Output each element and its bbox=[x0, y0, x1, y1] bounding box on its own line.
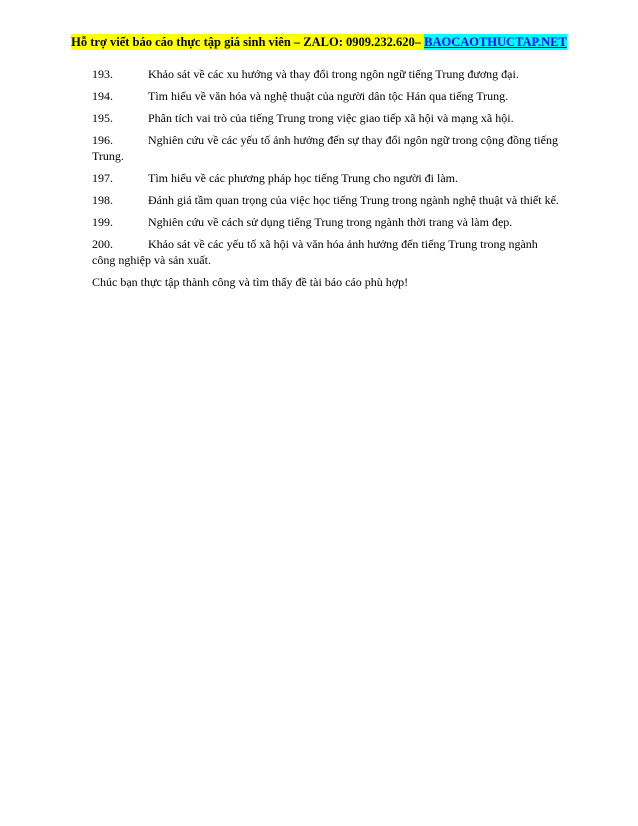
item-number: 193. bbox=[92, 67, 113, 81]
list-item bbox=[92, 192, 562, 208]
header-site-link[interactable]: BAOCAOTHUCTAP.NET bbox=[424, 35, 567, 49]
list-item bbox=[92, 214, 562, 230]
page-header bbox=[0, 34, 638, 50]
topic-list bbox=[92, 66, 562, 290]
header-phone: 0909.232.620 bbox=[345, 35, 415, 49]
item-number: 195. bbox=[92, 111, 113, 125]
header-title: Hỗ trợ viết báo cáo thực tập giá sinh viên – ZALO: bbox=[71, 35, 346, 49]
item-text: Khảo sát về các xu hướng và thay đổi trong ngôn ngữ tiếng Trung đương đại. bbox=[148, 67, 519, 81]
item-text: Đánh giá tầm quan trọng của việc học tiếng Trung trong ngành nghệ thuật và thiết kế. bbox=[148, 193, 559, 207]
item-number: 196. bbox=[92, 133, 113, 147]
list-item bbox=[92, 170, 562, 186]
item-number: 200. bbox=[92, 237, 113, 251]
item-text: Nghiên cứu về cách sử dụng tiếng Trung trong ngành thời trang và làm đẹp. bbox=[148, 215, 513, 229]
list-item bbox=[92, 88, 562, 104]
item-number: 199. bbox=[92, 215, 113, 229]
item-text: Khảo sát về các yếu tố xã hội và văn hóa ảnh hưởng đến tiếng Trung trong ngành công nghiệp và sản xuất. bbox=[92, 237, 538, 267]
item-text: Nghiên cứu về các yếu tố ảnh hưởng đến sự thay đổi ngôn ngữ trong cộng đồng tiếng Trung. bbox=[92, 133, 558, 163]
item-number: 194. bbox=[92, 89, 113, 103]
item-text: Tìm hiểu về văn hóa và nghệ thuật của người dân tộc Hán qua tiếng Trung. bbox=[148, 89, 509, 103]
list-item bbox=[92, 66, 562, 82]
list-item bbox=[92, 236, 562, 268]
header-dash: – bbox=[414, 35, 425, 49]
item-text: Tìm hiểu về các phương pháp học tiếng Trung cho người đi làm. bbox=[148, 171, 458, 185]
item-number: 197. bbox=[92, 171, 113, 185]
closing-text: Chúc bạn thực tập thành công và tìm thấy đề tài báo cáo phù hợp! bbox=[92, 275, 409, 289]
item-text: Phân tích vai trò của tiếng Trung trong việc giao tiếp xã hội và mạng xã hội. bbox=[148, 111, 514, 125]
item-number: 198. bbox=[92, 193, 113, 207]
list-item bbox=[92, 110, 562, 126]
list-item bbox=[92, 132, 562, 164]
